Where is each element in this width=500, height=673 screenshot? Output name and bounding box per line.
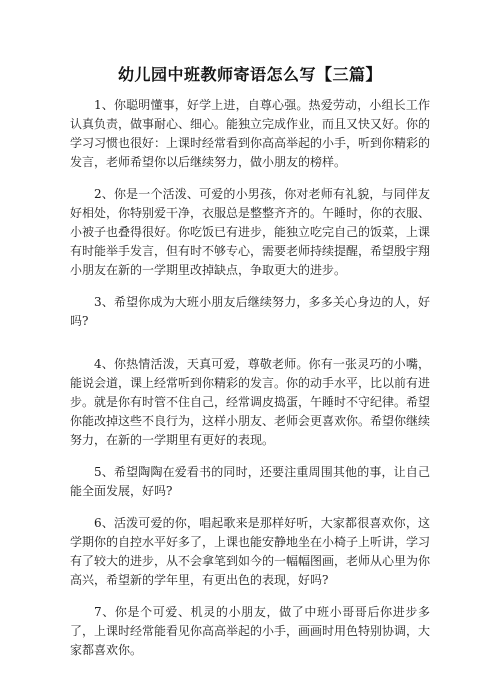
paragraph-2: 2、你是一个活泼、可爱的小男孩，你对老师有礼貌，与同伴友好相处，你特别爱干净，衣服总是整整齐齐的。午睡时，你的衣服、小被子也叠得很好。你吃饭已有进步，能独立吃完自己的饭菜，上课有时能举手发言，但有时不够专心，需要老师持续提醒，希望殷宇翔小朋友在新的一学期里改掉缺点，争取更大的进步。: [70, 187, 431, 277]
document-body: [70, 96, 430, 673]
paragraph-6: 6、活泼可爱的你，唱起歌来是那样好听，大家都很喜欢你，这学期你的自控水平好多了，上课也能安静地坐在小椅子上听讲，学习有了较大的进步，从不会拿笔到如今的一幅幅图画，老师从心里为你高兴，希望新的学年里，有更出色的表现，好吗?: [70, 516, 431, 587]
document-title: 幼儿园中班教师寄语怎么写【三篇】: [117, 65, 382, 84]
paragraph-4: 4、你热情活泼，天真可爱，尊敬老师。你有一张灵巧的小嘴，能说会道，课上经常听到你精彩的发言。你的动手水平，比以前有进步。就是你有时管不住自己，经常调皮捣蛋，午睡时不守纪律。希望你能改掉这些不良行为，这样小朋友、老师会更喜欢你。希望你继续努力，在新的一学期里有更好的表现。: [70, 357, 431, 447]
paragraph-7: 7、你是个可爱、机灵的小朋友，做了中班小哥哥后你进步多了，上课时经常能看见你高高举起的小手，画画时用色特别协调，大家都喜欢你。: [70, 605, 431, 657]
paragraph-5: 5、希望陶陶在爱看书的同时，还要注重周围其他的事，让自己能全面发展，好吗?: [70, 465, 430, 498]
paragraph-1: 1、你聪明懂事，好学上进，自尊心强。热爱劳动，小组长工作认真负责，做事耐心、细心。能独立完成作业，而且又快又好。你的学习习惯也很好：上课时经常看到你高高举起的小手，听到你精彩的发言，老师希望你以后继续努力，做小朋友的榜样。: [70, 98, 431, 169]
paragraph-3: 3、希望你成为大班小朋友后继续努力，多多关心身边的人，好吗?: [70, 295, 430, 328]
